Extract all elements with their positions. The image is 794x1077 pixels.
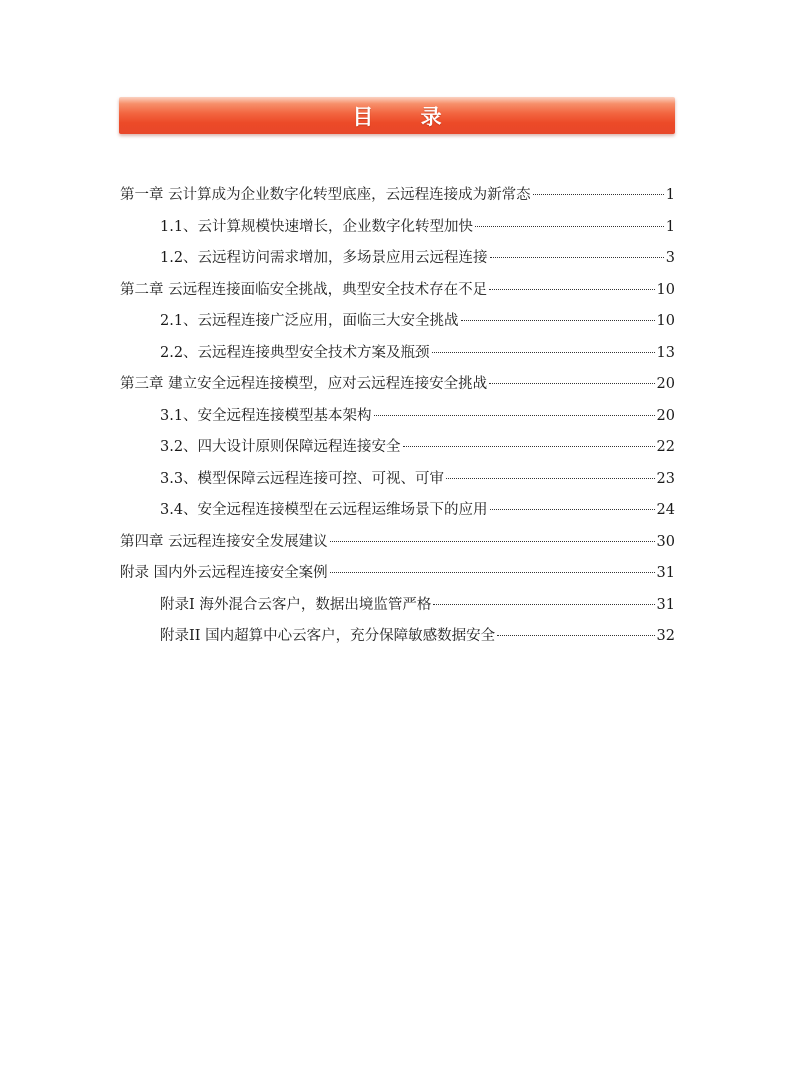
toc-leader-dots bbox=[475, 226, 664, 227]
toc-entry-page: 31 bbox=[656, 596, 675, 613]
toc-entry-label: 附录I 海外混合云客户，数据出境监管严格 bbox=[160, 596, 432, 613]
toc-leader-dots bbox=[374, 415, 655, 416]
toc-entry-page: 22 bbox=[656, 439, 675, 455]
toc-entry-label: 2.2、云远程连接典型安全技术方案及瓶颈 bbox=[160, 344, 430, 361]
toc-entry-page: 31 bbox=[656, 565, 675, 581]
toc-entry-label: 3.2、四大设计原则保障远程连接安全 bbox=[160, 439, 401, 455]
toc-entry-page: 10 bbox=[656, 313, 675, 329]
toc-leader-dots bbox=[489, 289, 654, 290]
toc-entry-label: 2.1、云远程连接广泛应用，面临三大安全挑战 bbox=[160, 313, 459, 329]
toc-entry-label: 第三章 建立安全远程连接模型，应对云远程连接安全挑战 bbox=[120, 376, 488, 392]
toc-entry-section-3-3[interactable] bbox=[120, 464, 675, 496]
toc-entry-section-2-2[interactable] bbox=[120, 338, 675, 370]
toc-entry-label: 3.4、安全远程连接模型在云远程运维场景下的应用 bbox=[160, 502, 488, 518]
toc-entry-page: 10 bbox=[656, 281, 675, 298]
toc-entry-label: 3.3、模型保障云远程连接可控、可视、可审 bbox=[160, 470, 445, 487]
toc-entry-appendix-2[interactable] bbox=[120, 621, 675, 653]
toc-entry-label: 第一章 云计算成为企业数字化转型底座，云远程连接成为新常态 bbox=[120, 187, 531, 203]
toc-leader-dots bbox=[403, 446, 655, 447]
toc-entry-page: 32 bbox=[656, 628, 675, 644]
toc-leader-dots bbox=[497, 635, 654, 636]
toc-entry-section-1-2[interactable] bbox=[120, 243, 675, 275]
toc-entry-appendix-1[interactable] bbox=[120, 590, 675, 622]
toc-entry-page: 20 bbox=[656, 407, 675, 424]
toc-entry-page: 3 bbox=[665, 250, 675, 266]
toc-entry-page: 1 bbox=[665, 187, 675, 203]
toc-leader-dots bbox=[433, 604, 654, 605]
toc-entry-page: 13 bbox=[656, 344, 675, 361]
toc-entry-appendix[interactable] bbox=[120, 558, 675, 590]
toc-entry-page: 20 bbox=[656, 376, 675, 392]
toc-entry-section-3-1[interactable] bbox=[120, 401, 675, 433]
toc-leader-dots bbox=[330, 541, 655, 542]
toc-entry-chapter-2[interactable] bbox=[120, 275, 675, 307]
toc-leader-dots bbox=[446, 478, 654, 479]
toc-entry-label: 附录 国内外云远程连接安全案例 bbox=[120, 565, 328, 581]
toc-entry-label: 第二章 云远程连接面临安全挑战，典型安全技术存在不足 bbox=[120, 281, 488, 298]
toc-title-banner bbox=[119, 97, 675, 134]
toc-entry-page: 1 bbox=[665, 218, 675, 235]
toc-entry-section-1-1[interactable] bbox=[120, 212, 675, 244]
toc-entry-label: 第四章 云远程连接安全发展建议 bbox=[120, 533, 328, 550]
toc-leader-dots bbox=[432, 352, 655, 353]
table-of-contents bbox=[120, 180, 675, 653]
toc-leader-dots bbox=[330, 572, 655, 573]
toc-entry-page: 23 bbox=[656, 470, 675, 487]
toc-leader-dots bbox=[490, 509, 655, 510]
toc-entry-chapter-4[interactable] bbox=[120, 527, 675, 559]
toc-leader-dots bbox=[489, 383, 654, 384]
toc-entry-label: 附录II 国内超算中心云客户，充分保障敏感数据安全 bbox=[160, 628, 496, 644]
toc-entry-page: 30 bbox=[656, 533, 675, 550]
toc-entry-chapter-1[interactable] bbox=[120, 180, 675, 212]
toc-entry-label: 3.1、安全远程连接模型基本架构 bbox=[160, 407, 372, 424]
toc-entry-section-3-2[interactable] bbox=[120, 432, 675, 464]
toc-entry-label: 1.2、云远程访问需求增加，多场景应用云远程连接 bbox=[160, 250, 488, 266]
toc-entry-chapter-3[interactable] bbox=[120, 369, 675, 401]
toc-entry-page: 24 bbox=[656, 502, 675, 518]
toc-entry-label: 1.1、云计算规模快速增长，企业数字化转型加快 bbox=[160, 218, 474, 235]
toc-leader-dots bbox=[533, 194, 664, 195]
toc-entry-section-3-4[interactable] bbox=[120, 495, 675, 527]
toc-entry-section-2-1[interactable] bbox=[120, 306, 675, 338]
toc-leader-dots bbox=[461, 320, 655, 321]
toc-title: 目 录 bbox=[352, 104, 462, 129]
toc-leader-dots bbox=[490, 257, 664, 258]
